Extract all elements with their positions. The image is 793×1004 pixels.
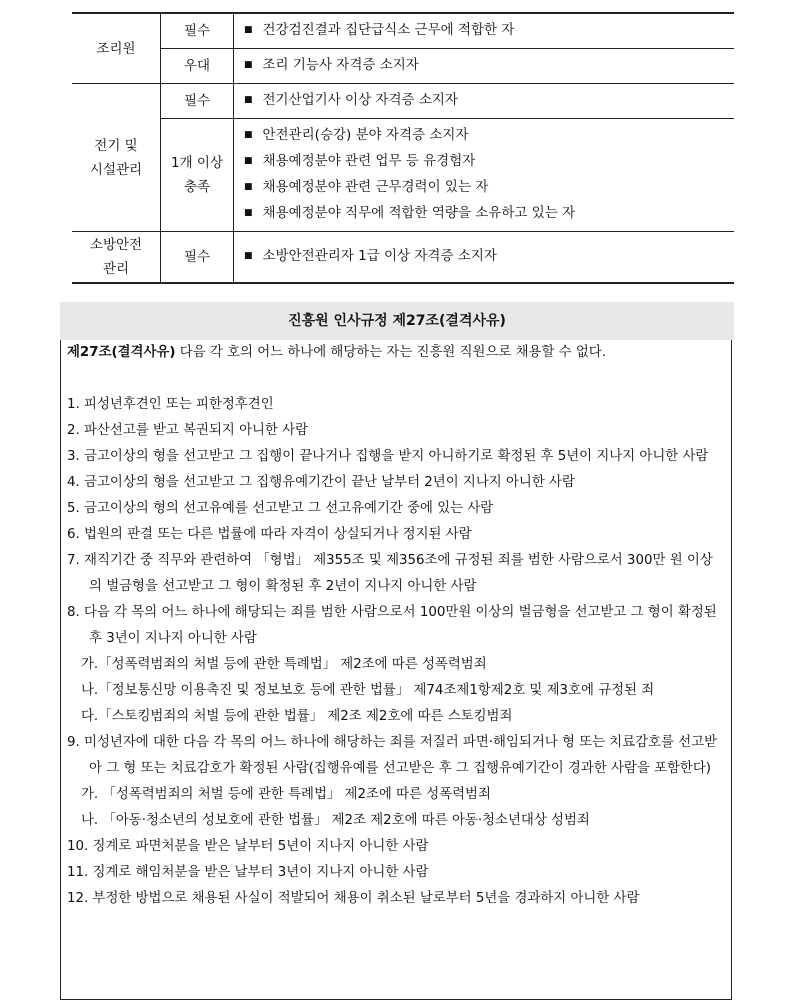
requirement-type-label: 필수 [183,93,211,109]
qualification-row [72,84,734,119]
field-cell [72,84,161,232]
regulation-item: 1. 피성년후견인 또는 피한정후견인 [67,397,274,412]
requirement-type-cell [161,13,234,49]
article-title: 제27조(결격사유) [67,345,176,360]
requirement-type-label: 충족 [183,179,211,195]
regulation-item: 10. 징계로 파면처분을 받은 날부터 5년이 지나지 아니한 사람 [67,839,429,854]
requirement-description-cell [234,13,735,49]
regulation-item: 5. 금고이상의 형의 선고유예를 선고받고 그 선고유예기간 중에 있는 사람 [67,501,494,516]
qualification-table-body [72,13,734,283]
qualification-table [72,12,734,284]
regulation-subitem: 다.「스토킹범죄의 처벌 등에 관한 법률」 제2조 제2호에 따른 스토킹범죄 [81,709,513,724]
qualification-row [72,13,734,49]
requirement-type-cell [161,84,234,119]
regulation-item: 3. 금고이상의 형을 선고받고 그 집행이 끝나거나 집행을 받지 아니하기로 확정된 후 5년이 지나지 아니한 사람 [67,449,709,464]
qualification-row [72,49,734,84]
regulation-subitem: 나.「정보통신망 이용촉진 및 정보보호 등에 관한 법률」 제74조제1항제2호 및 제3호에 규정된 죄 [81,683,655,698]
regulation-item: 6. 법원의 판결 또는 다른 법률에 따라 자격이 상실되거나 정지된 사람 [67,527,472,542]
requirement-item: ■ 채용예정분야 직무에 적합한 역량을 소유하고 있는 자 [244,201,734,227]
article-intro [67,340,725,366]
qualification-row [72,232,734,284]
field-label: 전기 및 [94,137,138,154]
requirement-type-label: 우대 [183,58,211,74]
field-label: 관리 [102,261,130,277]
requirement-description-cell [234,49,735,84]
requirement-item: ■ 소방안전관리자 1급 이상 자격증 소지자 [244,244,734,270]
requirement-item: ■ 건강검진결과 집단급식소 근무에 적합한 자 [244,18,734,44]
requirement-type-label: 필수 [183,249,211,265]
qualification-row [72,119,734,232]
regulation-item: 7. 재직기간 중 직무와 관련하여 「형법」 제355조 및 제356조에 규정된 죄를 범한 사람으로서 300만 원 이상의 벌금형을 선고받고 그 형이 확정된 후 2년이 지나지 아니한 사람 [67,553,713,594]
requirement-type-cell [161,49,234,84]
requirement-item: ■ 안전관리(승강) 분야 자격증 소지자 [244,123,734,149]
field-label: 시설관리 [89,161,143,178]
field-label: 소방안전 [89,237,143,253]
requirement-description-cell [234,84,735,119]
regulation-subitem: 가. 「성폭력범죄의 처벌 등에 관한 특례법」 제2조에 따른 성폭력범죄 [81,787,491,802]
regulation-item: 8. 다음 각 목의 어느 하나에 해당되는 죄를 범한 사람으로서 100만원 이상의 벌금형을 선고받고 그 형이 확정된 후 3년이 지나지 아니한 사람 [67,605,717,646]
field-label: 조리원 [96,40,136,57]
requirement-type-cell [161,232,234,284]
regulation-subitem: 가.「성폭력범죄의 처벌 등에 관한 특례법」 제2조에 따른 성폭력범죄 [81,657,487,672]
requirement-type-cell [161,119,234,232]
requirement-type-label: 1개 이상 [170,155,223,171]
requirement-description-cell [234,232,735,284]
requirement-type-label: 필수 [183,23,211,39]
field-cell [72,13,161,84]
regulation-item-list [67,392,725,912]
regulation-item: 4. 금고이상의 형을 선고받고 그 집행유예기간이 끝난 날부터 2년이 지나지 아니한 사람 [67,475,575,490]
field-cell [72,232,161,284]
regulation-subitem: 나. 「아동·청소년의 성보호에 관한 법률」 제2조 제2호에 따른 아동·청소년대상 성범죄 [81,813,590,828]
requirement-item: ■ 전기산업기사 이상 자격증 소지자 [244,88,734,114]
requirement-item: ■ 조리 기능사 자격증 소지자 [244,53,734,79]
regulation-item: 2. 파산선고를 받고 복권되지 아니한 사람 [67,423,309,438]
regulation-item: 12. 부정한 방법으로 채용된 사실이 적발되어 채용이 취소된 날로부터 5년을 경과하지 아니한 사람 [67,891,640,906]
regulation-item: 9. 미성년자에 대한 다음 각 목의 어느 하나에 해당하는 죄를 저질러 파면·해임되거나 형 또는 치료감호를 선고받아 그 형 또는 치료감호가 확정된 사람(집행유예를 선고받은 후 그 집행유예기간이 경과한 사람을 포함한다) [67,735,718,776]
regulation-box [60,340,732,1000]
requirement-description-cell [234,119,735,232]
requirement-item: ■ 채용예정분야 관련 근무경력이 있는 자 [244,175,734,201]
requirement-item: ■ 채용예정분야 관련 업무 등 유경험자 [244,149,734,175]
regulation-heading: 진흥원 인사규정 제27조(결격사유) [60,302,734,340]
article-intro-text: 다음 각 호의 어느 하나에 해당하는 자는 진흥원 직원으로 채용할 수 없다. [175,345,606,360]
regulation-item: 11. 징계로 해임처분을 받은 날부터 3년이 지나지 아니한 사람 [67,865,429,880]
